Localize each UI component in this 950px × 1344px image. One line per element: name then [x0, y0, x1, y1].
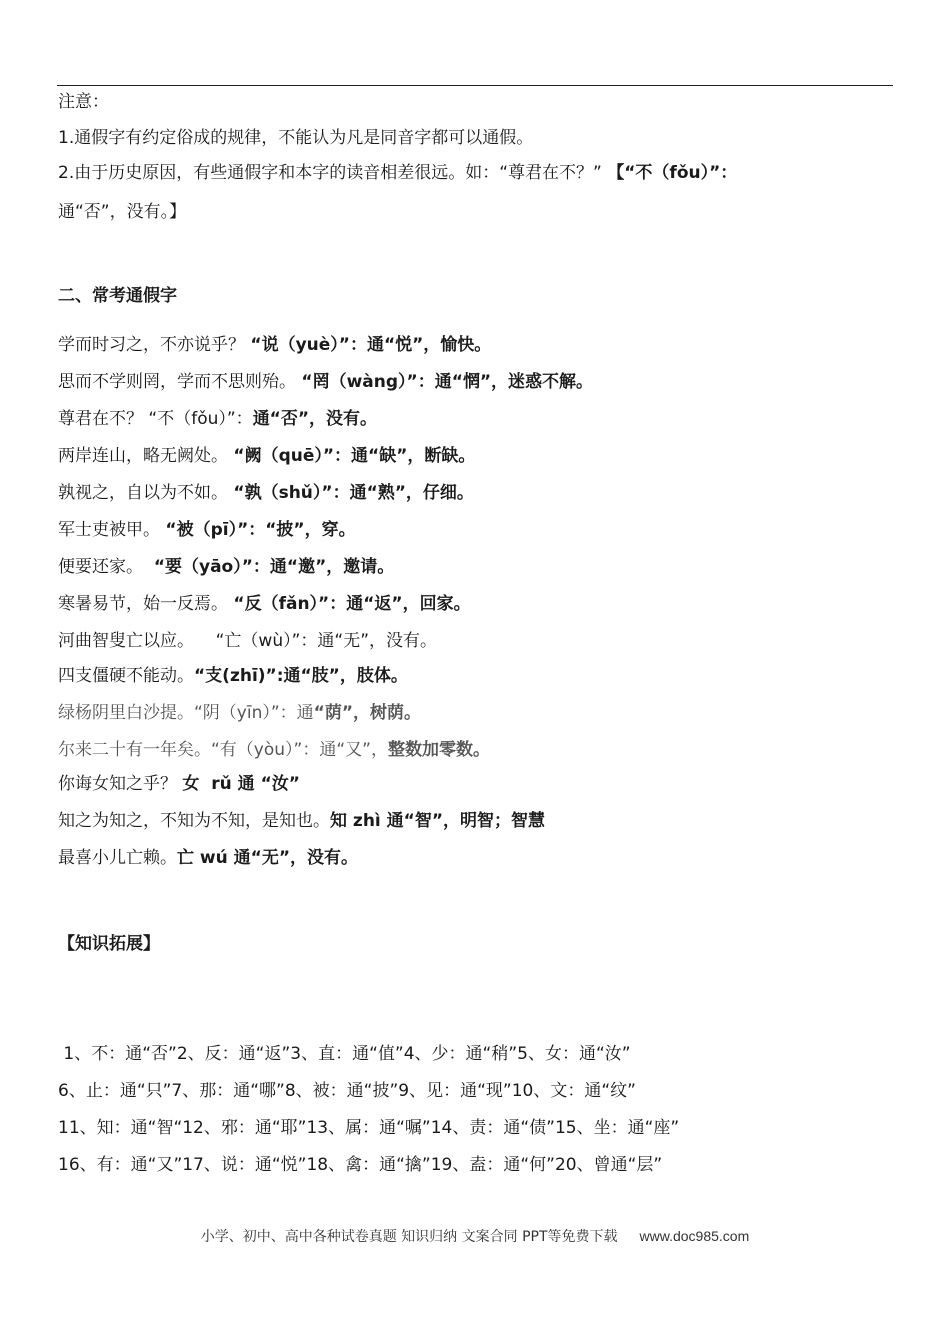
list-item: 尔来二十有一年矣。“有（yòu）”：通“又”，整数加零数。 — [58, 740, 490, 760]
footer-url[interactable]: www.doc985.com — [639, 1228, 750, 1244]
list-item: 知之为知之，不知为不知，是知也。知 zhì 通“智”，明智；智慧 — [58, 811, 546, 831]
list-item: 两岸连山，略无阙处。 “阙（quē）”：通“缺”，断缺。 — [58, 446, 476, 466]
top-rule — [57, 85, 893, 86]
list-item: 你诲女知之乎？ 女 rǔ 通 “汝” — [58, 774, 300, 794]
list-item: 孰视之，自以为不如。 “孰（shǔ）”：通“熟”，仔细。 — [58, 483, 474, 503]
extension-line: 1、不：通“否”2、反：通“返”3、直：通“值”4、少：通“稍”5、女：通“汝” — [58, 1044, 631, 1064]
list-item: 绿杨阴里白沙提。“阴（yīn）”：通“荫”，树荫。 — [58, 703, 422, 723]
footer-text: 小学、初中、高中各种试卷真题 知识归纳 文案合同 PPT等免费下载 — [200, 1229, 618, 1245]
note-item-2-cont: 通“否”，没有。】 — [58, 202, 187, 222]
note-item-1: 1.通假字有约定俗成的规律，不能认为凡是同音字都可以通假。 — [58, 128, 534, 148]
list-item: 最喜小儿亡赖。亡 wú 通“无”，没有。 — [58, 848, 358, 868]
list-item: 学而时习之，不亦说乎？ “说（yuè）”：通“悦”，愉快。 — [58, 335, 492, 355]
extension-line: 11、知：通“智“12、邪：通“耶”13、属：通“嘱”14、责：通“债”15、坐：通“座” — [58, 1118, 680, 1138]
list-item: 思而不学则罔，学而不思则殆。 “罔（wàng）”：通“惘”，迷惑不解。 — [58, 372, 594, 392]
list-item: 军士吏被甲。 “被（pī）”：“披”，穿。 — [58, 520, 356, 540]
list-item: 四支僵硬不能动。“支(zhī)”:通“肢”，肢体。 — [58, 666, 408, 686]
list-item: 河曲智叟亡以应。 “亡（wù）”：通“无”，没有。 — [58, 631, 438, 651]
notes-title: 注意： — [58, 92, 109, 112]
section-title-extension: 【知识拓展】 — [58, 934, 160, 954]
section-title-common: 二、常考通假字 — [58, 286, 177, 306]
list-item: 尊君在不？ “不（fǒu）”：通“否”，没有。 — [58, 409, 378, 429]
extension-line: 6、止：通“只”7、那：通“哪”8、被：通“披”9、见：通“现”10、文：通“纹” — [58, 1081, 636, 1101]
extension-line: 16、有：通“又”17、说：通“悦”18、禽：通“擒”19、盍：通“何”20、曾通“层” — [58, 1155, 663, 1175]
list-item: 便要还家。 “要（yāo）”：通“邀”，邀请。 — [58, 557, 395, 577]
list-item: 寒暑易节，始一反焉。 “反（fǎn）”：通“返”，回家。 — [58, 594, 471, 614]
note-item-2: 2.由于历史原因，有些通假字和本字的读音相差很远。如：“尊君在不？” 【“不（fǒu）”： — [58, 163, 738, 183]
footer — [0, 1226, 950, 1246]
